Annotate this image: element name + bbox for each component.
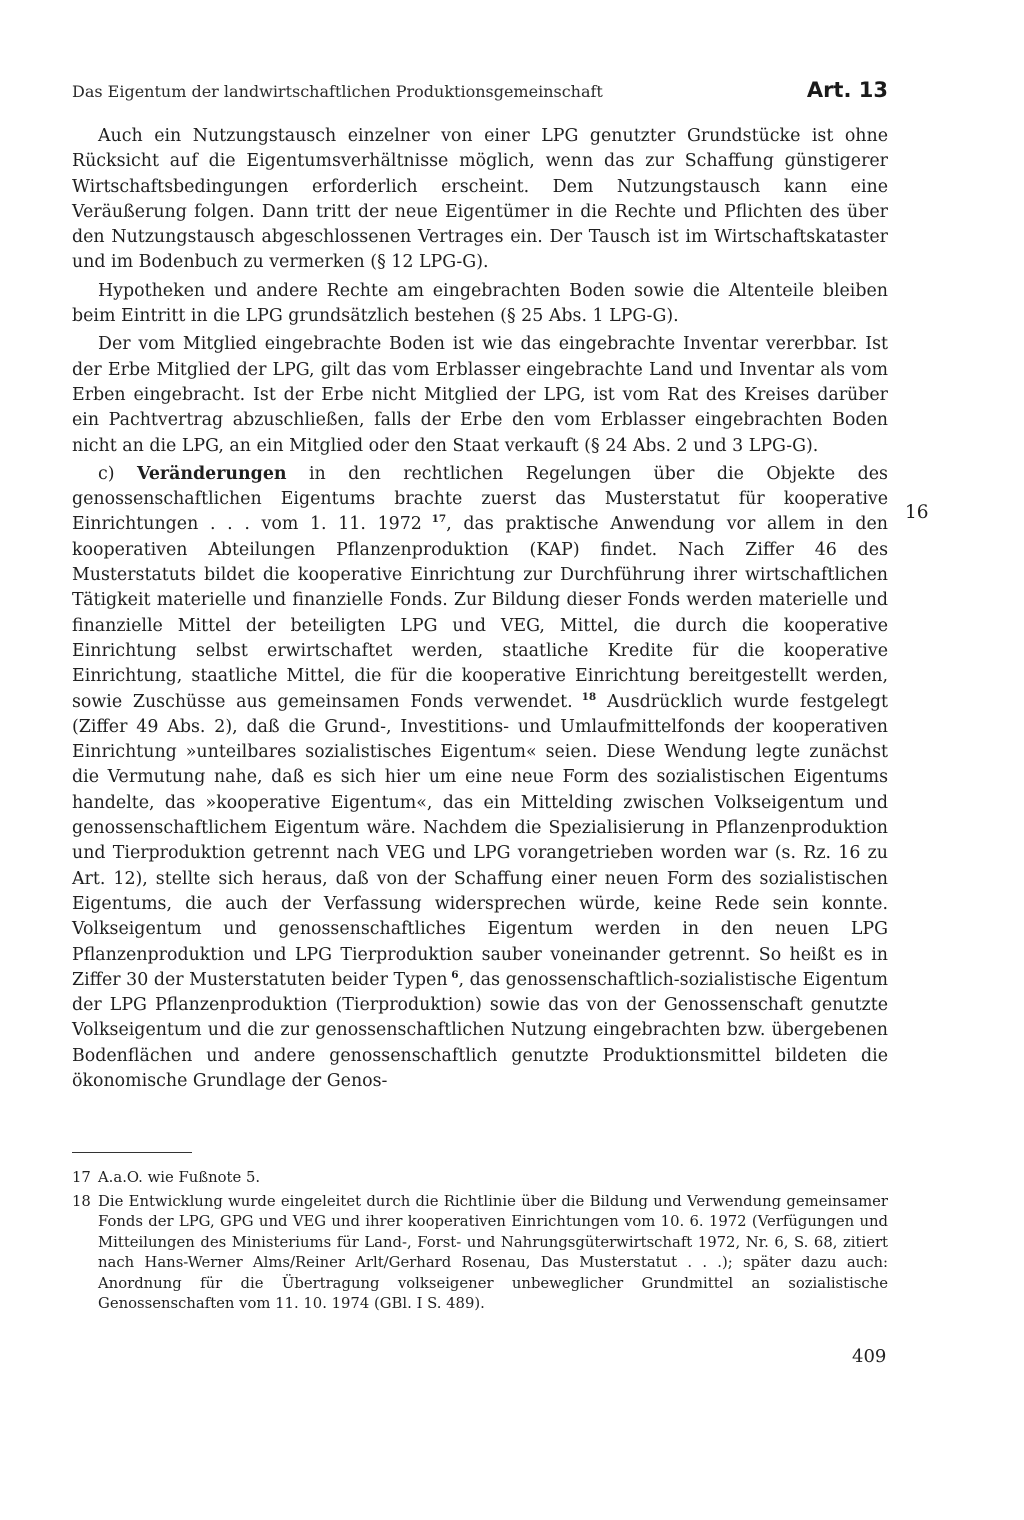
paragraph-4-bold-term: Veränderungen: [136, 463, 287, 484]
article-label: Art. 13: [806, 78, 888, 102]
footnote-number: 17: [72, 1169, 91, 1186]
footnote-text: A.a.O. wie Fußnote 5.: [98, 1169, 261, 1186]
footnote-text: Die Entwicklung wurde eingeleitet durch die Richtlinie über die Bildung und Verwendung gemeinsamer Fonds der LPG, GPG und VEG und ihrer kooperativen Einrichtungen vom 10. 6. 1972 (Verfügungen und Mitteilungen des Ministeriums für Land-, Forst- und Nahrungsgüterwirtschaft 1972, Nr. 6, S. 68, zitiert nach Hans-Werner Alms/Reiner Arlt/Gerhard Rosenau, Das Musterstatut . . .); später dazu auch: Anordnung für die Übertragung volkseigener unbeweglicher Grundmittel an sozialistische Genossenschaften vom 11. 10. 1974 (GBl. I S. 489).: [98, 1192, 888, 1312]
margin-number: 16: [905, 502, 929, 523]
footnote-number: 18: [72, 1192, 91, 1210]
paragraph-4-text-3: Ausdrücklich wurde festgelegt (Ziffer 49 Abs. 2), daß die Grund-, Investitions- und Umlaufmittelfonds der kooperativen Einrichtung »unteilbares sozialistisches Eigentum« seien. Diese Wendung legte zunächst die Vermutung nahe, daß es sich hier um eine neue Form des sozialistischen Eigentums handelte, das »kooperative Eigentum«, das ein Mittelding zwischen Volkseigentum und genossenschaftlichem Eigentum wäre. Nachdem die Spezialisierung in Pflanzenproduktion und Tierproduktion getrennt nach VEG und LPG vorangetrieben worden war (s. Rz. 16 zu Art. 12), stellte sich heraus, daß von der Schaffung einer neuen Form des sozialistischen Eigentums, die auch der Verfassung widersprechen würde, keine Rede sein konnte. Volkseigentum und genossenschaftliches Eigentum werden in den neuen LPG Pflanzenproduktion und LPG Tierproduktion sauber voneinander getrennt. So heißt es in Ziffer 30 der Musterstatuten beider Typen: [72, 691, 888, 990]
footnote-divider: [72, 1152, 192, 1153]
paragraph-4-lead: c): [98, 463, 137, 484]
paragraph-4-text-1: in den rechtlichen Regelungen über die Objekte des genossenschaftlichen Eigentums brachte zuerst das Musterstatut für kooperative Einrichtungen . . . vom 1. 11. 1972: [72, 463, 888, 535]
footnote-item: [72, 1168, 888, 1189]
paragraph-4-text-4: , das genossenschaftlich-sozialistische Eigentum der LPG Pflanzenproduktion (Tierproduktion) sowie das von der Genossenschaft genutzte Volkseigentum und die zur genossenschaftlichen Nutzung eingebrachten bzw. übergebenen Bodenflächen und andere genossenschaftlich genutzte Produktionsmittel bildeten die ökonomische Grundlage der Genos-: [72, 969, 889, 1091]
footnote-ref-6[interactable]: 6: [447, 969, 459, 981]
paragraph-4: [72, 462, 888, 1094]
paragraph-4-text-2: , das praktische Anwendung vor allem in den kooperativen Abteilungen Pflanzenproduktion (KAP) findet. Nach Ziffer 46 des Musterstatuts bildet die kooperative Einrichtung zur Durchführung ihrer wirtschaftlichen Tätigkeit materielle und finanzielle Fonds. Zur Bildung dieser Fonds werden materielle und finanzielle Mittel der beteiligten LPG und VEG, Mittel, die durch die kooperative Einrichtung selbst erwirtschaftet werden, staatliche Kredite für die kooperative Einrichtung, staatliche Mittel, die für die kooperative Einrichtung bereitgestellt werden, sowie Zuschüsse aus gemeinsamen Fonds verwendet.: [72, 514, 888, 712]
paragraph-1: Auch ein Nutzungstausch einzelner von einer LPG genutzter Grundstücke ist ohne Rücksicht auf die Eigentumsverhältnisse möglich, wenn das zur Schaffung günstigerer Wirtschaftsbedingungen erforderlich erscheint. Dem Nutzungstausch kann eine Veräußerung folgen. Dann tritt der neue Eigentümer in die Rechte und Pflichten des über den Nutzungstausch abgeschlossenen Vertrages ein. Der Tausch ist im Wirtschaftskataster und im Bodenbuch zu vermerken (§ 12 LPG-G).: [72, 126, 888, 273]
paragraph-3: Der vom Mitglied eingebrachte Boden ist wie das eingebrachte Inventar vererbbar. Ist der Erbe Mitglied der LPG, gilt das vom Erblasser eingebrachte Land und Inventar als vom Erben eingebracht. Ist der Erbe nicht Mitglied der LPG, ist vom Rat des Kreises darüber ein Pachtvertrag abzuschließen, falls der Erbe den vom Erblasser eingebrachten Boden nicht an die LPG, an ein Mitglied oder den Staat verkauft (§ 24 Abs. 2 und 3 LPG-G).: [72, 334, 888, 456]
footnote-ref-17[interactable]: 17: [421, 513, 447, 526]
running-header: [72, 78, 888, 104]
page-number: 409: [852, 1346, 887, 1367]
running-title: Das Eigentum der landwirtschaftlichen Produktionsgemeinschaft: [72, 82, 603, 101]
footnote-ref-18[interactable]: 18: [572, 690, 597, 703]
paragraph-2: Hypotheken und andere Rechte am eingebrachten Boden sowie die Altenteile bleiben beim Eintritt in die LPG grundsätzlich bestehen (§ 25 Abs. 1 LPG-G).: [72, 280, 888, 327]
body-text: [72, 124, 888, 1094]
footnotes: [72, 1168, 888, 1318]
footnote-item: [72, 1192, 888, 1315]
